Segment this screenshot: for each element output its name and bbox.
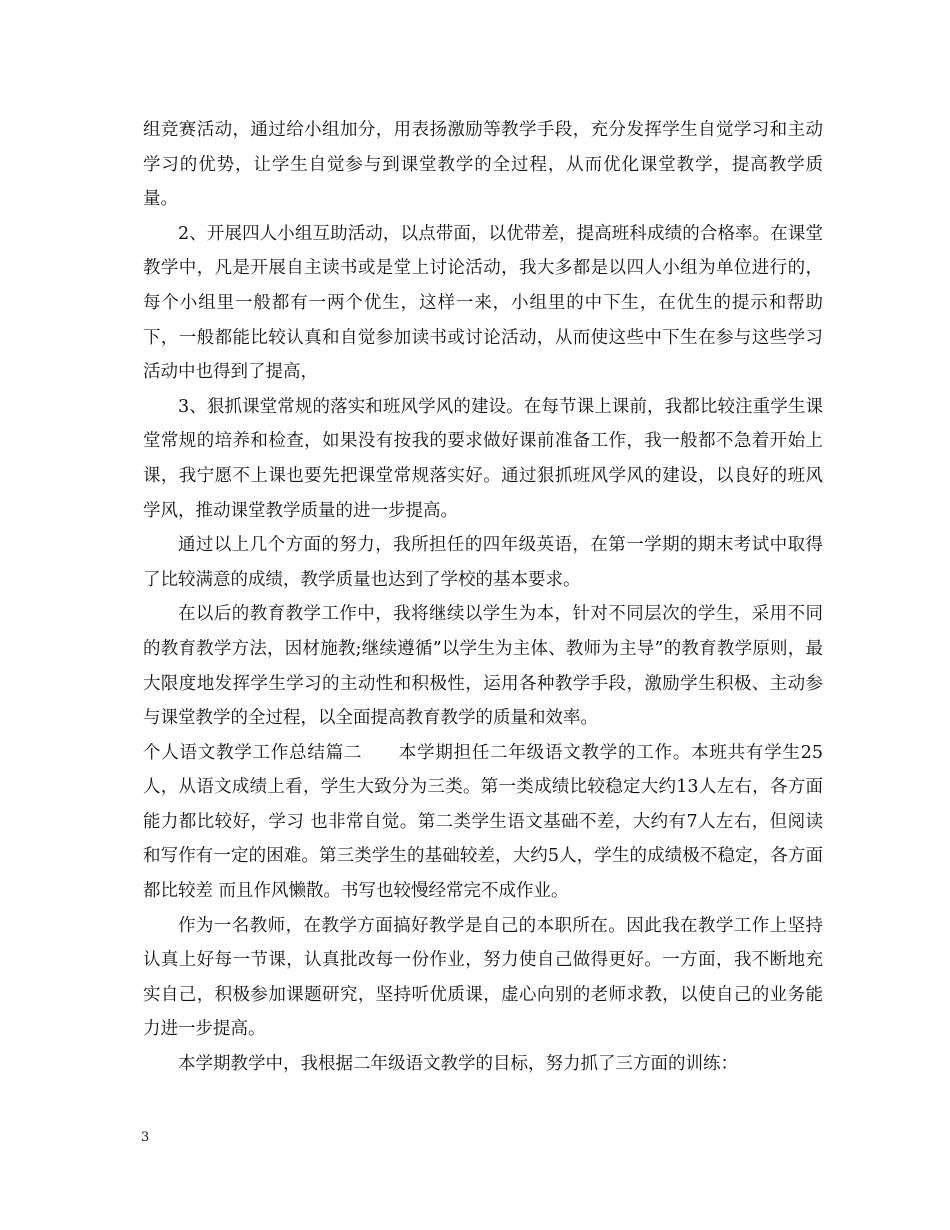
paragraph-5: 在以后的教育教学工作中，我将继续以学生为本，针对不同层次的学生，采用不同的教育教学方法，因材施教;继续遵循”以学生为主体、教师为主导”的教育教学原则，最大限度地发挥学生学习的主动性和积极性，运用各种教学手段，激励学生积极、主动参与课堂教学的全过程，以全面提高教育教学的质量和效率。 [143, 604, 823, 729]
paragraph-3: 3、狠抓课堂常规的落实和班风学风的建设。在每节课上课前，我都比较注重学生课堂常规的培养和检查，如果没有按我的要求做好课前准备工作，我一般都不急着开始上课，我宁愿不上课也要先把课堂常规落实好。通过狠抓班风学风的建设，以良好的班风学风，推动课堂教学质量的进一步提高。 [143, 396, 823, 521]
paragraph-2: 2、开展四人小组互助活动，以点带面，以优带差，提高班科成绩的合格率。在课堂教学中，凡是开展自主读书或是堂上讨论活动，我大多都是以四人小组为单位进行的，每个小组里一般都有一两个优生，这样一来，小组里的中下生，在优生的提示和帮助下，一般都能比较认真和自觉参加读书或讨论活动，从而使这些中下生在参与这些学习活动中也得到了提高， [143, 223, 823, 383]
paragraph-1: 组竞赛活动，通过给小组加分，用表扬激励等教学手段，充分发挥学生自觉学习和主动学习的优势，让学生自觉参与到课堂教学的全过程，从而优化课堂教学，提高教学质量。 [143, 120, 823, 210]
paragraph-4: 通过以上几个方面的努力，我所担任的四年级英语，在第一学期的期末考试中取得了比较满意的成绩，教学质量也达到了学校的基本要求。 [143, 535, 823, 590]
body-text [143, 113, 823, 1082]
page-number: 3 [141, 1130, 150, 1145]
paragraph-8: 本学期教学中，我根据二年级语文教学的目标，努力抓了三方面的训练： [178, 1054, 738, 1075]
paragraph-7: 作为一名教师，在教学方面搞好教学是自己的本职所在。因此我在教学工作上坚持认真上好每一节课，认真批改每一份作业，努力使自己做得更好。一方面，我不断地充实自己，积极参加课题研究，坚持听优质课，虚心向别的老师求教，以使自己的业务能力进一步提高。 [143, 915, 823, 1040]
paragraph-6: 个人语文教学工作总结篇二 本学期担任二年级语文教学的工作。本班共有学生25人，从语文成绩上看，学生大致分为三类。第一类成绩比较稳定大约13人左右，各方面能力都比较好，学习 也非常自觉。第二类学生语文基础不差，大约有7人左右，但阅读和写作有一定的困难。第三类学生的基础较差，大约5人，学生的成绩极不稳定，各方面都比较差 而且作风懒散。书写也较慢经常完不成作业。 [143, 742, 823, 902]
